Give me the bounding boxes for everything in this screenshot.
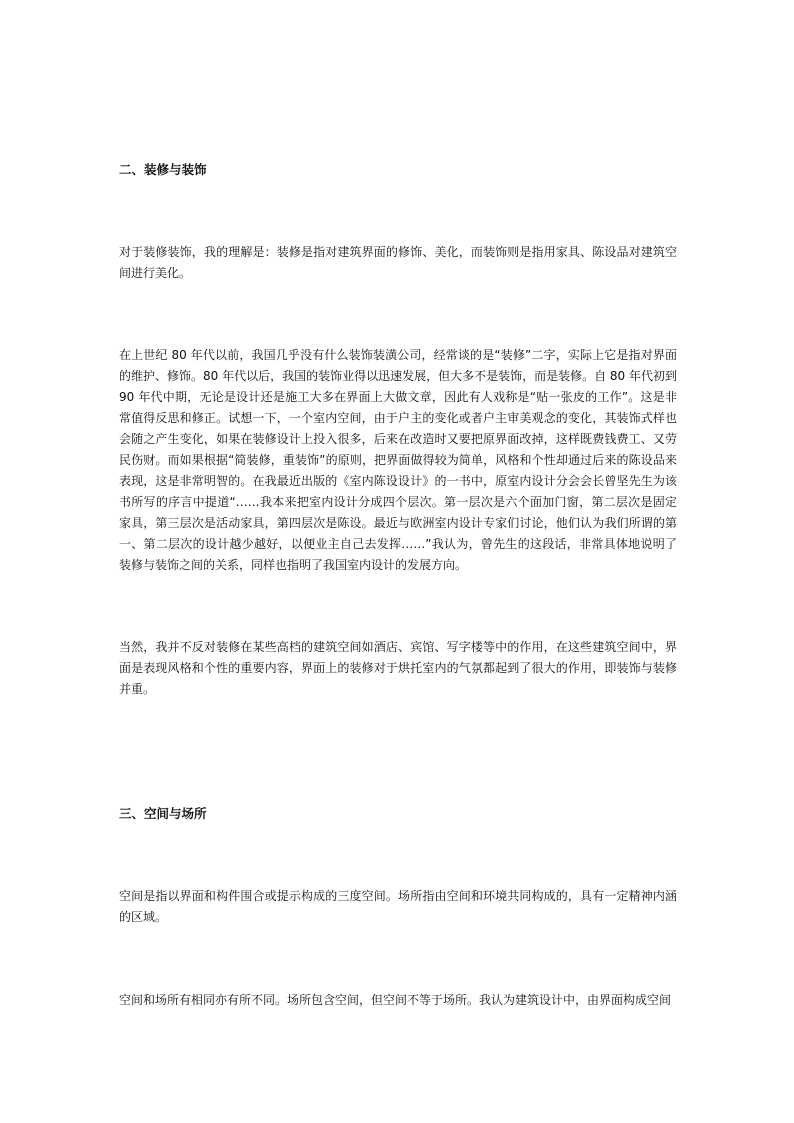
paragraph-definition: 对于装修装饰，我的理解是：装修是指对建筑界面的修饰、美化，而装饰则是指用家具、陈设品对建筑空间进行美化。: [119, 245, 677, 280]
section-heading-space-place: 三、空间与场所: [119, 806, 207, 821]
section-heading-decoration: 二、装修与装饰: [119, 162, 207, 177]
paragraph-high-end-spaces: 当然，我并不反对装修在某些高档的建筑空间如酒店、宾馆、写字楼等中的作用，在这些建筑空间中，界面是表现风格和个性的重要内容，界面上的装修对于烘托室内的气氛都起到了很大的作用，即装饰与装修并重。: [119, 640, 677, 696]
paragraph-space-definition: 空间是指以界面和构件围合或提示构成的三度空间。场所指由空间和环境共同构成的，具有一定精神内涵的区域。: [119, 889, 677, 924]
paragraph-space-vs-place: 空间和场所有相同亦有所不同。场所包含空间，但空间不等于场所。我认为建筑设计中，由界面构成空间: [119, 993, 672, 1007]
paragraph-history: 在上世纪 80 年代以前，我国几乎没有什么装饰装潢公司，经常谈的是“装修”二字，实际上它是指对界面的维护、修饰。80 年代以后，我国的装饰业得以迅速发展，但大多不是装饰，而是装修。自 80 年代初到 90 年代中期，无论是设计还是施工大多在界面上大做文章，因此有人戏称是“贴一张皮的工作”。这是非常值得反思和修正。试想一下，一个室内空间，由于户主的变化或者户主审美观念的变化，其装饰式样也会随之产生变化，如果在装修设计上投入很多，后来在改造时又要把原界面改掉，这样既费钱费工、又劳民伤财。而如果根据“简装修，重装饰”的原则，把界面做得较为简单，风格和个性却通过后来的陈设品来表现，这是非常明智的。在我最近出版的《室内陈设设计》的一书中，原室内设计分会会长曾坚先生为该书所写的序言中提道“……我本来把室内设计分成四个层次。第一层次是六个面加门窗，第二层次是固定家具，第三层次是活动家具，第四层次是陈设。最近与欧洲室内设计专家们讨论，他们认为我们所谓的第一、第二层次的设计越少越好，以便业主自己去发挥……”我认为，曾先生的这段话，非常具体地说明了装修与装饰之间的关系，同样也指明了我国室内设计的发展方向。: [119, 348, 677, 572]
